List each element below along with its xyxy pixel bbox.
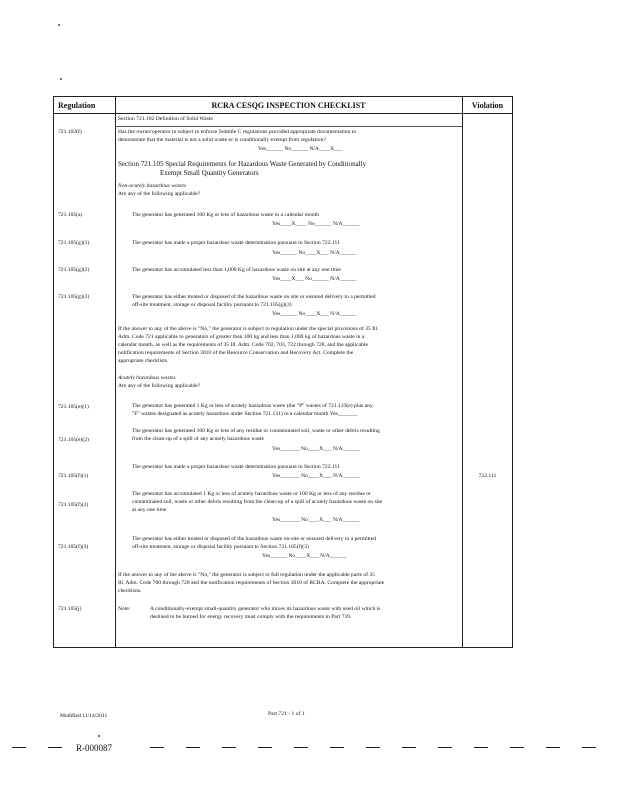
checklist-answer: Yes_______ No____X___ N/A______ [272, 446, 360, 452]
scan-dash [546, 747, 560, 748]
regulation-ref: 721.105(f)(2) [58, 502, 89, 508]
checklist-answer: Yes______ No____X___ N/A______ [262, 553, 347, 559]
regulation-ref: 721.105(j) [58, 606, 82, 612]
regulation-ref: 721.105(g)(3) [58, 294, 90, 300]
scan-speck [60, 78, 62, 80]
regulation-ref: 721.105(e)(1) [58, 404, 89, 410]
note-paragraph: notification requirements of Section 3010 of the Resource Conservation and Recovery Act. Complete the [118, 350, 354, 356]
note-paragraph: If the answer to any of the above is "No," the generator is subject to regulation under the special provisions of 35 Ill. [118, 326, 379, 332]
checklist-item: The generator has made a proper hazardous waste determination pursuant to Section 722.111 [132, 464, 340, 470]
checklist-item: The generator has accumulated less than 1,000 Kg of hazardous waste on site at any one time [132, 267, 341, 273]
question-102-line2: demonstrate that the material is not a solid waste or is conditionally exempt from regulation? [118, 137, 326, 143]
scan-dash [186, 747, 200, 748]
question-102-line1: Has the owner/operator in subject to enforce Subtitle C regulations provided appropriate documentation to [118, 129, 357, 135]
violation-cite: 722.111 [478, 473, 497, 479]
checklist-item: The generator has accumulated 1 Kg or less of acutely hazardous waste or 100 Kg or less of any residue or [132, 491, 371, 497]
scan-dash [150, 747, 164, 748]
checklist-item-cont: off-site treatment, storage or disposal facility pursuant to Section 721.105(f)(3) [132, 544, 309, 550]
checklist-item-cont: "F" wastes designated as acutely hazardous under Section 721.131) in a calendar month Yes_______ [132, 411, 358, 417]
checklist-item-cont: off-site treatment, storage or disposal facility pursuant to 721.105(g)(3) [132, 302, 292, 308]
applicable-question: Are any of the following applicable? [118, 383, 201, 389]
checklist-title: RCRA CESQG INSPECTION CHECKLIST [211, 101, 366, 110]
scan-speck [98, 735, 100, 737]
regulation-ref: 721.105(g)(1) [58, 240, 90, 246]
scan-dash [330, 747, 344, 748]
acute-subtitle: Acutely hazardous wastes [118, 375, 176, 381]
checklist-item-cont: contaminated soil, waste or other debris resulting from the clean-up of a spill of acutely hazardous waste on site [132, 499, 383, 505]
regulation-ref: 721.105(e)(2) [58, 437, 89, 443]
note-paragraph: Adm. Code 721 applicable to generators of greater than 100 kg and less than 1,000 kg of hazardous waste in a [118, 334, 365, 340]
regulation-header: Regulation [58, 101, 96, 110]
checklist-item: The generator has either treated or disposed of the hazardous waste on site or ensured delivery to a permitted [132, 294, 376, 300]
note-paragraph: If the answer to any of the above is "No," the generator is subject to full regulation under the applicable parts of 35 [118, 572, 375, 578]
checklist-answer: Yes____X___ No______ N/A______ [272, 276, 357, 282]
regulation-ref-102f: 721.102(f) [58, 129, 82, 135]
section-105-title-cont: Exempt Small Quantity Generators [160, 169, 259, 177]
checklist-item: The generator has made a proper hazardous waste determination pursuant to Section 722.111 [132, 240, 340, 246]
scan-dash [438, 747, 452, 748]
checklist-item: The generator has either treated or disposed of the hazardous waste on-site or ensured delivery to a permitted [132, 536, 377, 542]
checklist-answer: Yes______ No____X___ N/A______ [272, 250, 357, 256]
regulation-ref: 721.105(f)(3) [58, 544, 89, 550]
modified-date: Modified 11/14/2011 [60, 713, 108, 719]
note-text-cont: destined to be burned for energy recovery must comply with the requirements in Part 739. [150, 614, 352, 620]
answer-102f: Yes______ No______ N/A____X___ [258, 146, 343, 152]
regulation-ref: 721.105(a) [58, 212, 83, 218]
note-text: A conditionally-exempt small-quantity generator who mixes its hazardous waste with used oil which is [150, 606, 381, 612]
scan-speck [58, 24, 60, 26]
violation-header: Violation [471, 101, 504, 110]
checklist-item: The generator has generated 100 Kg or less of any residue or contaminated soil, waste or other debris resulting [132, 428, 380, 434]
scan-dash [582, 747, 596, 748]
page-number: Part 721 - 1 of 1 [268, 711, 305, 717]
checklist-answer: Yes______ No____X___ N/A______ [272, 311, 357, 317]
header-divider [53, 113, 513, 114]
scan-dash [258, 747, 272, 748]
checklist-item-cont: from the clean-up of a spill of any acutely hazardous waste [132, 436, 265, 442]
scan-dash [402, 747, 416, 748]
checklist-answer: Yes____X____ No______ N/A______ [272, 221, 360, 227]
checklist-item: The generator has generated 1 Kg or less of acutely hazardous waste (the "P" wastes of 721.133(e) plus any [132, 403, 373, 409]
section-102-title: Section 721.102 Definition of Solid Waste [118, 116, 213, 122]
section-a-divider [115, 126, 462, 127]
scan-dash [510, 747, 524, 748]
checklist-answer: Yes_______ No____X___ N/A______ [272, 517, 360, 523]
checklist-item: The generator has generated 100 Kg or less of hazardous waste in a calendar month [132, 212, 320, 218]
note-paragraph: Ill. Adm. Code 700 through 728 and the notification requirements of Section 3010 of RCRA. Complete the appropriate [118, 580, 385, 586]
regulation-ref: 721.105(f)(1) [58, 473, 89, 479]
scan-dash [474, 747, 488, 748]
regulation-ref: 721.105(g)(2) [58, 267, 90, 273]
non-acute-subtitle: Non-acutely hazardous wastes [118, 183, 187, 189]
section-105-title: Section 721.105 Special Requirements for Hazardous Waste Generated by Conditionally [118, 160, 367, 168]
scan-dash [294, 747, 308, 748]
bates-number: R-000087 [76, 743, 112, 753]
scan-dash [366, 747, 380, 748]
checklist-item-cont: at any one time [132, 507, 167, 513]
note-paragraph: checklists. [118, 588, 142, 594]
checklist-answer: Yes_______ No____X___ N/A______ [272, 473, 360, 479]
applicable-question: Are any of the following applicable? [118, 191, 201, 197]
column-line-left [115, 96, 116, 648]
note-paragraph: calendar month, as well as the requirements of 35 Ill. Adm. Code 702, 703, 722 through 728, and the applicable [118, 342, 368, 348]
scan-dash [48, 747, 62, 748]
note-label: Note: [118, 606, 131, 612]
scan-dash [12, 747, 26, 748]
checklist-table [53, 96, 513, 648]
scan-dash [222, 747, 236, 748]
note-paragraph: appropriate checklists. [118, 358, 169, 364]
column-line-right [462, 96, 463, 648]
